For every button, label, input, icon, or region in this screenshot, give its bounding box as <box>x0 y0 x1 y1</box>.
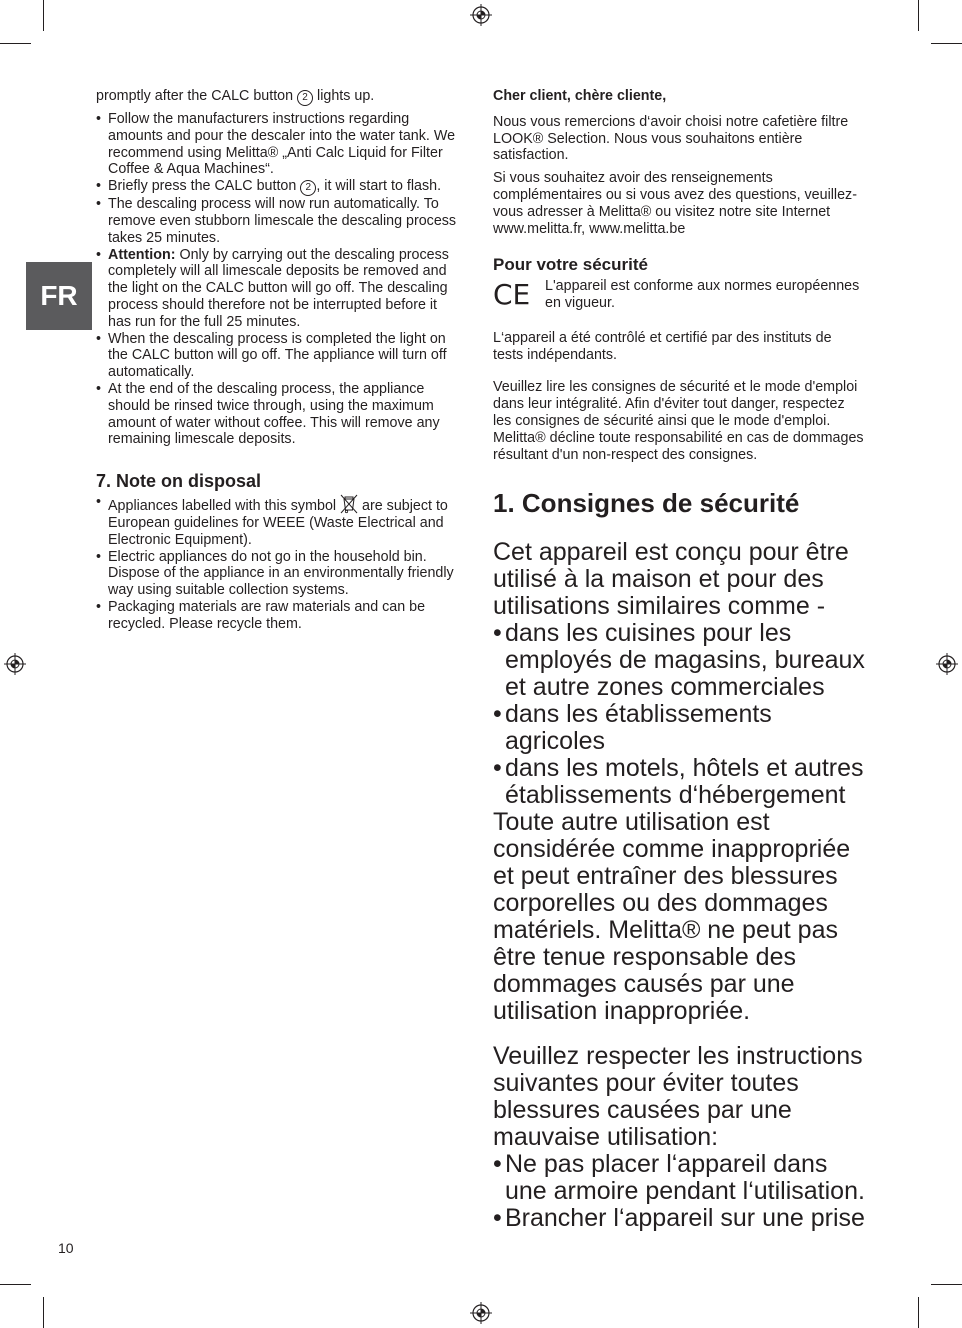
thank-you-paragraph: Nous vous remercions d‘avoir choisi notre cafetière filtre LOOK® Selection. Nous vous souhaitons entière satisfaction. <box>493 113 849 164</box>
list-item: • dans les établissements agricoles <box>493 701 865 755</box>
page-number: 10 <box>58 1240 74 1256</box>
calc-button-number: 2 <box>300 180 316 196</box>
list-item: • When the descaling process is completed the light on the CALC button will go off. The appliance will turn off automatically. <box>96 331 462 381</box>
disposal-heading: 7. Note on disposal <box>96 471 262 492</box>
usage-intro: Cet appareil est conçu pour être utilisé à la maison et pour des utilisations similaires comme - <box>493 538 849 621</box>
left-column <box>96 88 462 633</box>
crop-mark <box>918 0 919 31</box>
certification-paragraph: L‘appareil a été contrôlé et certifié par des instituts de tests indépendants. <box>493 329 832 363</box>
instructions-paragraph: Veuillez respecter les instructions suivantes pour éviter toutes blessures causées par une mauvaise utilisation: <box>493 1042 863 1152</box>
list-item: • At the end of the descaling process, the appliance should be rinsed twice through, using the maximum amount of water without coffee. This will remove any remaining limescale deposits. <box>96 381 462 448</box>
language-tab: FR <box>26 262 92 330</box>
crop-mark <box>43 1297 44 1328</box>
intro-text: promptly after the CALC button <box>96 88 294 104</box>
intro-line <box>96 88 462 106</box>
crop-mark <box>931 43 962 44</box>
list-item: • Packaging materials are raw materials and can be recycled. Please recycle them. <box>96 599 462 633</box>
consignes-heading: 1. Consignes de sécurité <box>493 488 800 519</box>
greeting: Cher client, chère cliente, <box>493 88 667 104</box>
crop-mark <box>0 1284 31 1285</box>
list-item: • Brancher l‘appareil sur une prise <box>493 1205 865 1232</box>
list-item: • Ne pas placer l‘appareil dans une armoire pendant l‘utilisation. <box>493 1151 865 1205</box>
descaling-steps <box>96 111 462 448</box>
list-item: • The descaling process will now run automatically. To remove even stubborn limescale the descaling process takes 25 minutes. <box>96 196 462 246</box>
registration-mark-icon <box>4 653 26 675</box>
crop-mark <box>931 1284 962 1285</box>
list-item: • dans les cuisines pour les employés de magasins, bureaux et autre zones commerciales <box>493 620 865 701</box>
disposal-list <box>96 494 462 632</box>
registration-mark-icon <box>936 653 958 675</box>
crossed-bin-icon <box>340 494 358 514</box>
svg-text:CE: CE <box>493 278 531 309</box>
crop-mark <box>0 43 31 44</box>
crop-mark <box>918 1297 919 1328</box>
contact-paragraph: Si vous souhaitez avoir des renseignements complémentaires ou si vous avez des questions, veuillez-vous adresser à Melitta® ou visitez notre site Internet www.melitta.fr, www.melitta.be <box>493 170 857 237</box>
list-item: • Attention: Only by carrying out the descaling process completely will all limescale deposits be removed and the light on the CALC button will go off. The descaling process should therefore not be interrupted before it has run for the full 25 minutes. <box>96 247 462 331</box>
list-item: • Electric appliances do not go in the household bin. Dispose of the appliance in an environmentally friendly way using suitable collection systems. <box>96 549 462 599</box>
intro-end: lights up. <box>317 88 375 104</box>
registration-mark-icon <box>470 1302 492 1324</box>
list-item: • Appliances labelled with this symbol are subject to European guidelines for WEEE (Waste Electrical and Electronic Equipment). <box>96 494 462 548</box>
list-item: • Briefly press the CALC button 2 , it will start to flash. <box>96 178 462 196</box>
security-heading: Pour votre sécurité <box>493 255 648 275</box>
ce-text: L'appareil est conforme aux normes européennes en vigueur. <box>545 278 860 311</box>
list-item: • dans les motels, hôtels et autres établissements d‘hébergement <box>493 755 865 809</box>
right-column <box>493 88 865 1232</box>
list-item: • Follow the manufacturers instructions regarding amounts and pour the descaler into the water tank. We recommend using Melitta® „Anti Calc Liquid for Filter Coffee & Aqua Machines“. <box>96 111 462 178</box>
ce-notice <box>493 278 865 318</box>
liability-paragraph: Toute autre utilisation est considérée comme inappropriée et peut entraîner des blessures corporelles ou des dommages matériels. Melitta® ne peut pas être tenue responsable des dommages causés par une utilisation inappropriée. <box>493 808 851 1026</box>
usage-list <box>493 620 865 809</box>
crop-mark <box>43 0 44 31</box>
read-instructions-paragraph: Veuillez lire les consignes de sécurité et le mode d'emploi dans leur intégralité. Afin d'éviter tout danger, respectez les consignes de sécurité ainsi que le mode d'emploi. Melitta® décline toute responsabilité en cas de dommages résultant d'un non-respect des consignes. <box>493 379 864 463</box>
safety-text <box>493 539 865 1232</box>
registration-mark-icon <box>470 4 492 26</box>
ce-mark-icon <box>493 278 535 308</box>
calc-button-number: 2 <box>297 90 313 106</box>
instructions-list <box>493 1151 865 1232</box>
